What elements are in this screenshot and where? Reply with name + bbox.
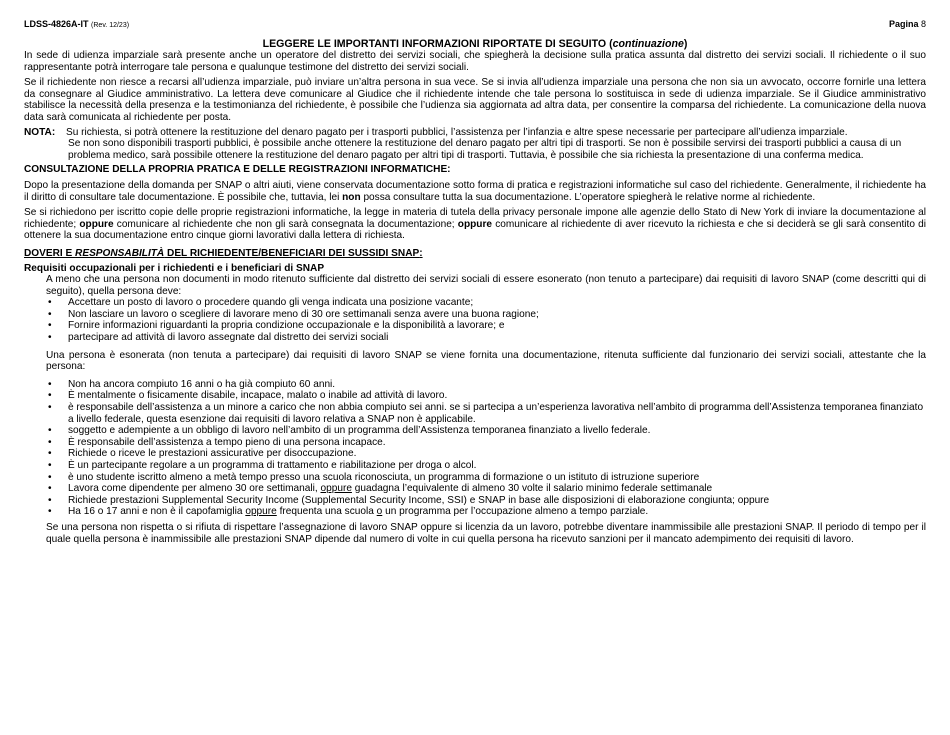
bullet-icon: • — [48, 483, 52, 495]
list-item: • È responsabile dell’assistenza a tempo pieno di una persona incapace. — [48, 436, 386, 448]
note-line-2: Se non sono disponibili trasporti pubblici, è possibile anche ottenere la restituzione del denaro pagato per altri tipi di trasporti. Se non è possibile servirsi dei trasporti pubblici a causa di un problema medico, sarà possibile ottenere la restituzione del denaro pagato per altri tipi di trasporti. Tuttavia, è possibile che sia richiesta la presentazione di una conferma medica. — [68, 138, 902, 161]
list-item: • Richiede o riceve le prestazioni assicurative per disoccupazione. — [48, 448, 357, 460]
paragraph-sanctions: Se una persona non rispetta o si rifiuta di rispettare l’assegnazione di lavoro SNAP oppure si licenzia da un lavoro, potrebbe diventare inammissibile alle prestazioni SNAP. Il periodo di tempo per il quale quella persona è inammissibile alle prestazioni SNAP dipende dal numero di volte in cui quella persona ha ricevuto sanzioni per il mancato adempimento dei requisiti di lavoro. — [46, 521, 926, 545]
bullet-icon: • — [48, 378, 52, 390]
bullet-icon: • — [48, 436, 52, 448]
paragraph-work-intro: A meno che una persona non documenti in modo ritenuto sufficiente dal distretto dei servizi sociali di essere esonerato (non tenuto a partecipare) dai requisiti di lavoro SNAP (come descritti qui di seguito), quella persona deve: — [46, 274, 926, 297]
bullet-icon: • — [48, 297, 52, 309]
list-obligations — [24, 297, 926, 343]
paragraph-exempt-intro: Una persona è esonerata (non tenuta a partecipare) dai requisiti di lavoro SNAP se viene fornita una documentazione, ritenuta sufficiente dal funzionario dei servizi sociali, attestante che la persona: — [46, 349, 926, 373]
page-title: LEGGERE LE IMPORTANTI INFORMAZIONI RIPORTATE DI SEGUITO (continuazione) — [262, 38, 688, 50]
paragraph-records-1: Dopo la presentazione della domanda per SNAP o altri aiuti, viene conservata documentazione sotto forma di pratica e registrazioni informatiche sul caso del richiedente. Generalmente, il richiedente ha il diritto di consultare tale documentazione. È possibile che, tuttavia, lei non possa consultare tutta la sua documentazione. L’operatore spiegherà le relative norme al richiedente. — [24, 179, 926, 203]
bullet-icon: • — [48, 471, 52, 483]
note-block — [24, 127, 926, 162]
bullet-icon: • — [48, 402, 52, 414]
list-item: • Non lasciare un lavoro o scegliere di lavorare meno di 30 ore settimanali senza avere una buona ragione; — [48, 308, 539, 320]
bullet-icon: • — [48, 332, 52, 344]
section-heading-duties: DOVERI E RESPONSABILITÀ DEL RICHIEDENTE/BENEFICIARI DEI SUSSIDI SNAP: — [24, 247, 423, 259]
list-item: • è responsabile dell’assistenza a un minore a carico che non abbia compiuto sei anni. se si partecipa a un’esperienza lavorativa nell’ambito di programma dell’Assistenza temporanea finanziato a livello federale, questa esenzione dai requisiti di lavoro relativa a SNAP non è applicabile. — [48, 402, 924, 425]
bullet-icon: • — [48, 448, 52, 460]
list-item: • Fornire informazioni riguardanti la propria condizione occupazionale e la disponibilità a lavorare; e — [48, 320, 505, 332]
paragraph-hearing-worker: In sede di udienza imparziale sarà presente anche un operatore del distretto dei servizi sociali, che spiegherà la decisione sulla pratica assunta dal distretto dei servizi sociali. Il richiedente o il suo rappresentante potrà interrogare tale persona e qualunque testimone del distretto dei servizi sociali. — [24, 50, 926, 73]
list-item: • soggetto e adempiente a un obbligo di lavoro nell’ambito di un programma dell’Assistenza temporanea finanziato a livello federale. — [48, 425, 651, 437]
page-indicator — [889, 19, 926, 30]
form-id — [24, 19, 129, 31]
bullet-icon: • — [48, 320, 52, 332]
bullet-icon: • — [48, 460, 52, 471]
note-line-1: Su richiesta, si potrà ottenere la restituzione del denaro pagato per i trasporti pubblici, l’assistenza per l’infanzia e altre spese necessarie per partecipare all’udienza imparziale. — [66, 126, 848, 138]
form-revision: (Rev. 12/23) — [91, 22, 130, 29]
page-number: 8 — [920, 19, 926, 29]
list-item: • È mentalmente o fisicamente disabile, incapace, malato o inabile ad attività di lavoro. — [48, 390, 448, 402]
page-header — [24, 19, 926, 31]
bullet-icon: • — [48, 308, 52, 320]
note-body — [66, 127, 926, 162]
subheading-work-requirements: Requisiti occupazionali per i richiedenti e i beneficiari di SNAP — [24, 262, 325, 274]
list-item: • partecipare ad attività di lavoro assegnate dal distretto dei servizi sociali — [48, 332, 389, 344]
list-item: • È un partecipante regolare a un programma di trattamento e riabilitazione per droga o alcol. — [48, 460, 477, 471]
paragraph-representative: Se il richiedente non riesce a recarsi all’udienza imparziale, può inviare un’altra persona in sua vece. Se si invia all’udienza imparziale una persona che non sia un avvocato, occorre fornirle una lettera da consegnare al Giudice amministrativo. La lettera deve comunicare al Giudice che il richiedente intende che tale persona lo sostituisca in sede di udienza imparziale. Se il Giudice amministrativo stabilisce la necessità della presenza e la testimonianza del richiedente, è possibile che l’udienza sia aggiornata ad altra data, per consentire la comparsa del richiedente. La comunicazione della nuova data sarà comunicata al richiedente per posta. — [24, 77, 926, 123]
list-item: • è uno studente iscritto almeno a metà tempo presso una scuola riconosciuta, un programma di formazione o un istituto di istruzione superiore — [48, 471, 700, 483]
bullet-icon: • — [48, 425, 52, 437]
section-heading-records: CONSULTAZIONE DELLA PROPRIA PRATICA E DELLE REGISTRAZIONI INFORMATICHE: — [24, 164, 451, 176]
list-item: • Accettare un posto di lavoro o procedere quando gli venga indicata una posizione vacante; — [48, 297, 474, 309]
list-item: • Ha 16 o 17 anni e non è il capofamiglia oppure frequenta una scuola o un programma per l’occupazione almeno a tempo parziale. — [48, 506, 649, 518]
list-item: • Richiede prestazioni Supplemental Security Income (Supplemental Security Income, SSI) e SNAP in base alle disposizioni di elaborazione congiunta; oppure — [48, 494, 770, 506]
bullet-icon: • — [48, 494, 52, 506]
paragraph-records-2: Se si richiedono per iscritto copie delle proprie registrazioni informatiche, la legge in materia di tutela della privacy personale impone alle agenzie dello Stato di New York di inviare la documentazione al richiedente; oppure comunicare al richiedente che non gli sarà consegnata la documentazione; oppure comunicare al richiedente di aver ricevuto la richiesta e che si deciderà se gli sarà consentito di ottenere la sua documentazione entro cinque giorni lavorativi dalla lettera di richiesta. — [24, 207, 926, 242]
form-code: LDSS-4826A-IT — [24, 19, 89, 29]
page-label: Pagina — [888, 19, 919, 29]
bullet-icon: • — [48, 390, 52, 402]
list-exemptions — [24, 379, 926, 518]
list-item: • Lavora come dipendente per almeno 30 ore settimanali, oppure guadagna l’equivalente di almeno 30 volte il salario minimo federale settimanale — [48, 483, 713, 495]
list-item: • Non ha ancora compiuto 16 anni o ha già compiuto 60 anni. — [48, 378, 336, 390]
bullet-icon: • — [48, 506, 52, 518]
note-label: NOTA: — [24, 126, 56, 138]
